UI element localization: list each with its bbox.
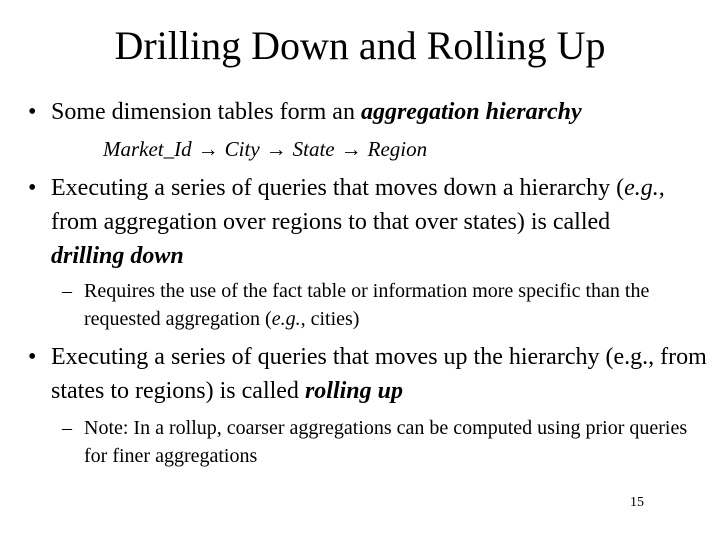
hierarchy-item-city: City <box>224 137 260 161</box>
bullet-mark: • <box>28 99 37 125</box>
sub-bullet-text <box>84 277 692 333</box>
eg-abbreviation: e.g. <box>271 308 301 330</box>
right-arrow-icon: → <box>340 137 362 161</box>
emphasis-drilling-down: drilling down <box>51 243 184 269</box>
slide-title: Drilling Down and Rolling Up <box>114 23 606 68</box>
bullet-rolling-up <box>28 340 708 408</box>
bullet-text-part2: from aggregation over regions to that over states) is called <box>51 209 611 235</box>
hierarchy-item-state: State <box>292 137 335 161</box>
dash-mark: – <box>62 417 72 439</box>
bullet-text-part1: Executing a series of queries that moves down a hierarchy ( <box>51 175 625 201</box>
right-arrow-icon: → <box>197 137 219 161</box>
bullet-text-plain: Some dimension tables form an <box>51 99 361 125</box>
hierarchy-item-region: Region <box>367 137 428 161</box>
bullet-text <box>51 95 698 129</box>
bullet-aggregation-hierarchy <box>28 95 698 129</box>
bullet-text <box>51 171 668 273</box>
hierarchy-line <box>103 134 427 164</box>
bullet-text-plain: Executing a series of queries that moves up the hierarchy (e.g., from states to regions) is called <box>51 344 707 404</box>
sub-bullet-text: Note: In a rollup, coarser aggregations can be computed using prior queries for finer aggregations <box>84 417 688 467</box>
emphasis-aggregation-hierarchy: aggregation hierarchy <box>360 99 582 125</box>
sub-bullet-text-part1: Requires the use of the fact table or information more specific than the requested aggregation ( <box>84 280 650 330</box>
bullet-drilling-down <box>28 171 668 273</box>
bullet-mark: • <box>28 175 37 201</box>
right-arrow-icon: → <box>265 137 287 161</box>
hierarchy-item-market-id: Market_Id <box>103 137 192 161</box>
dash-mark: – <box>62 280 72 302</box>
sub-bullet-text-part2: , cities) <box>300 308 360 330</box>
page-number: 15 <box>630 495 644 510</box>
eg-abbreviation: e.g., <box>624 175 665 201</box>
sub-bullet-fact-table <box>62 277 692 333</box>
bullet-mark: • <box>28 344 37 370</box>
emphasis-rolling-up: rolling up <box>304 378 403 404</box>
bullet-text <box>51 340 708 408</box>
sub-bullet-rollup-note <box>62 414 692 470</box>
